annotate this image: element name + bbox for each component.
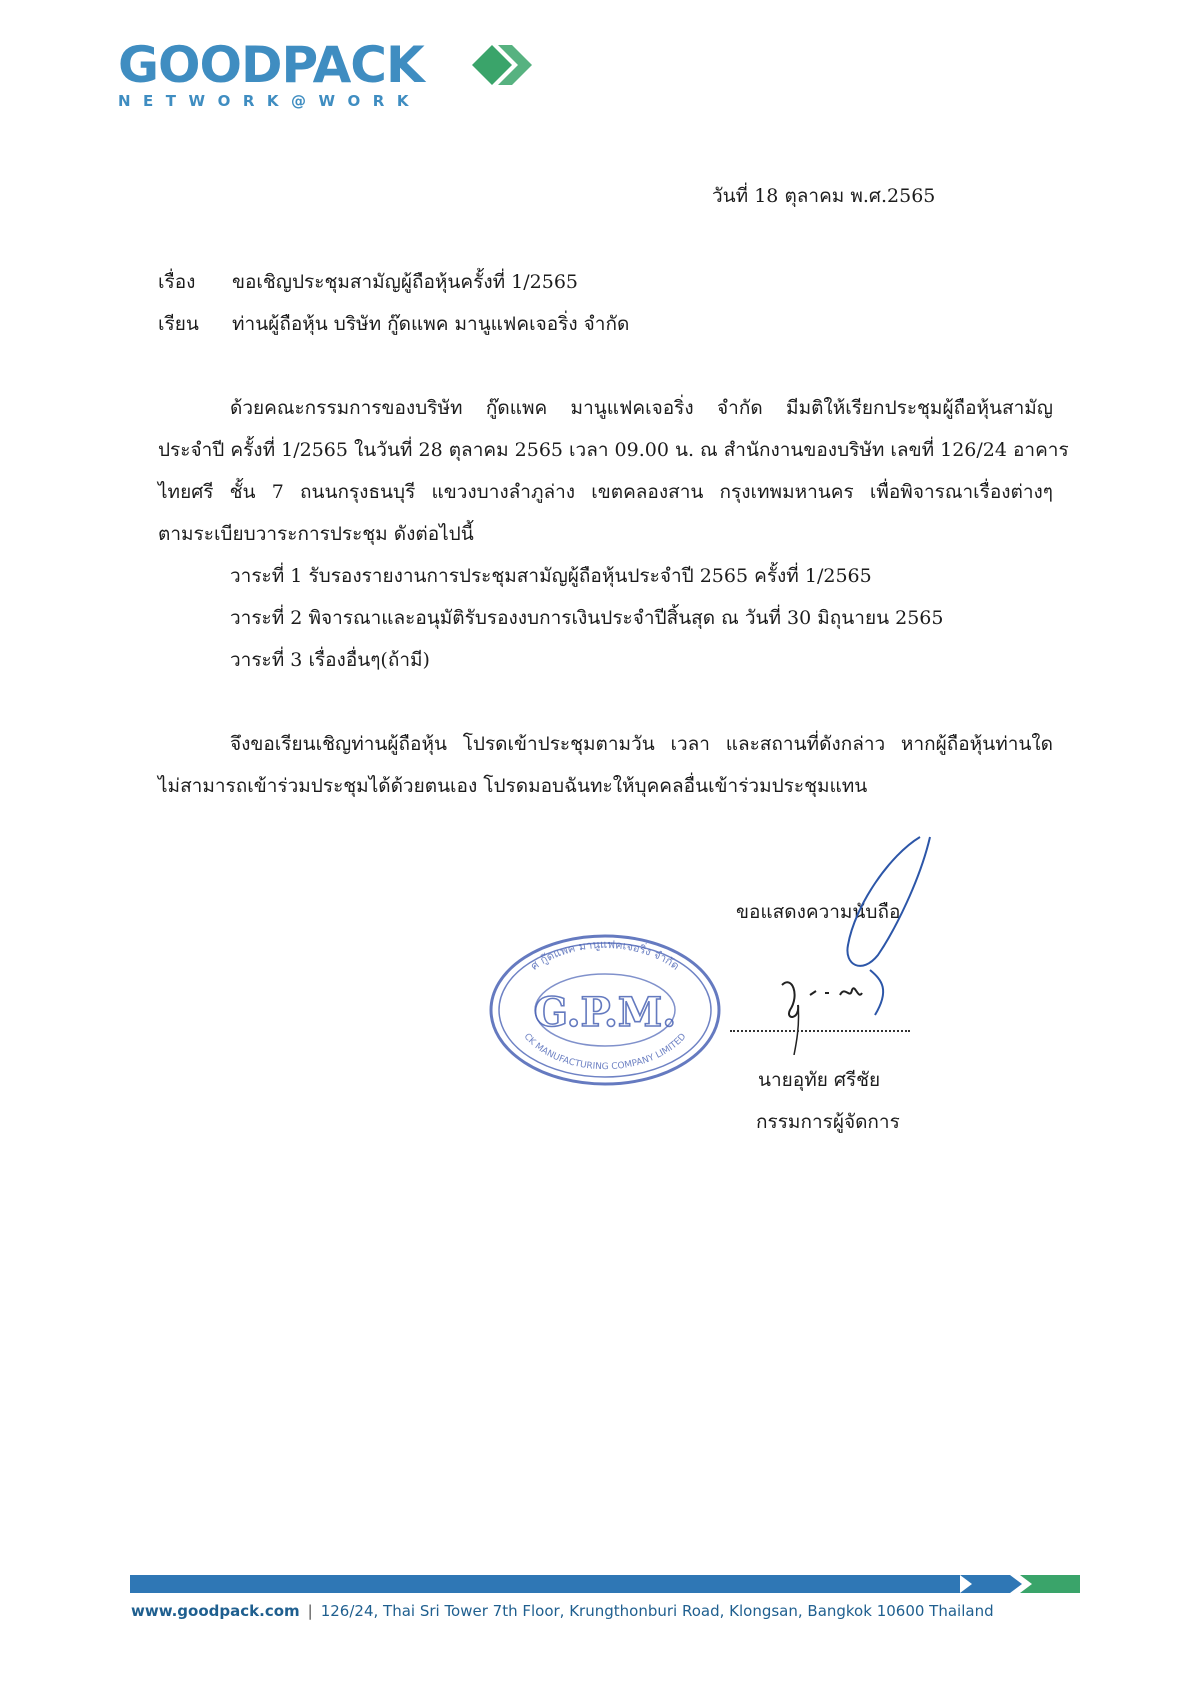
closing-text: ขอแสดงความนับถือ xyxy=(736,901,901,923)
signer-name: นายอุทัย ศรีชัย xyxy=(758,1069,881,1091)
agenda-item-3: วาระที่ 3 เรื่องอื่นๆ(ถ้ามี) xyxy=(230,649,430,671)
letter-date: วันที่ 18 ตุลาคม พ.ศ.2565 xyxy=(712,185,936,207)
signer-title: กรรมการผู้จัดการ xyxy=(756,1111,900,1133)
paragraph1-line: ด้วยคณะกรรมการของบริษัท กู๊ดแพค มานูแฟคเจอริ่ง จำกัด มีมติให้เรียกประชุมผู้ถือหุ้นสามัญ xyxy=(230,397,1053,419)
logo-wordmark: GOODPACK xyxy=(118,36,424,94)
footer-website-link[interactable]: www.goodpack.com xyxy=(131,1602,300,1620)
goodpack-logo xyxy=(118,36,424,110)
logo-tagline: NETWORK@WORK xyxy=(118,92,421,110)
svg-text:ศ กู๊ดแพค มานูแฟคเจอริ่ง จำกัด: ศ กู๊ดแพค มานูแฟคเจอริ่ง จำกัด xyxy=(528,937,682,973)
handwritten-signature xyxy=(770,825,970,1055)
svg-text:CK MANUFACTURING COMPANY LIMIT: CK MANUFACTURING COMPANY LIMITED xyxy=(521,1031,689,1073)
company-seal-stamp xyxy=(485,930,725,1090)
footer-bar xyxy=(130,1572,1080,1596)
paragraph1-line: ไทยศรี ชั้น 7 ถนนกรุงธนบุรี แขวงบางลำภูล่าง เขตคลองสาน กรุงเทพมหานคร เพื่อพิจารณาเรื่องต่างๆ xyxy=(158,481,1053,503)
footer-separator: | xyxy=(307,1602,313,1620)
paragraph2-line: ไม่สามารถเข้าร่วมประชุมได้ด้วยตนเอง โปรดมอบฉันทะให้บุคคลอื่นเข้าร่วมประชุมแทน xyxy=(158,775,868,797)
logo-chevron-icon xyxy=(468,42,538,88)
subject-label: เรื่อง xyxy=(158,271,196,293)
paragraph1-line: ตามระเบียบวาระการประชุม ดังต่อไปนี้ xyxy=(158,523,474,545)
subject-text: ขอเชิญประชุมสามัญผู้ถือหุ้นครั้งที่ 1/2565 xyxy=(232,271,579,293)
paragraph1-line: ประจำปี ครั้งที่ 1/2565 ในวันที่ 28 ตุลาคม 2565 เวลา 09.00 น. ณ สำนักงานของบริษัท เลขที่ 126/24 อาคาร xyxy=(158,439,1069,461)
signature-line xyxy=(730,1030,910,1032)
paragraph2-line: จึงขอเรียนเชิญท่านผู้ถือหุ้น โปรดเข้าประชุมตามวัน เวลา และสถานที่ดังกล่าว หากผู้ถือหุ้นท่านใด xyxy=(230,733,1053,755)
svg-text:G.P.M.: G.P.M. xyxy=(533,989,677,1036)
footer-contact xyxy=(131,1602,994,1620)
agenda-item-2: วาระที่ 2 พิจารณาและอนุมัติรับรองงบการเงินประจำปีสิ้นสุด ณ วันที่ 30 มิถุนายน 2565 xyxy=(230,607,944,629)
salutation-label: เรียน xyxy=(158,313,199,335)
salutation-text: ท่านผู้ถือหุ้น บริษัท กู๊ดแพค มานูแฟคเจอริ่ง จำกัด xyxy=(232,313,630,335)
footer-address: 126/24, Thai Sri Tower 7th Floor, Krungthonburi Road, Klongsan, Bangkok 10600 Thailand xyxy=(320,1602,994,1620)
agenda-item-1: วาระที่ 1 รับรองรายงานการประชุมสามัญผู้ถือหุ้นประจำปี 2565 ครั้งที่ 1/2565 xyxy=(230,565,872,587)
